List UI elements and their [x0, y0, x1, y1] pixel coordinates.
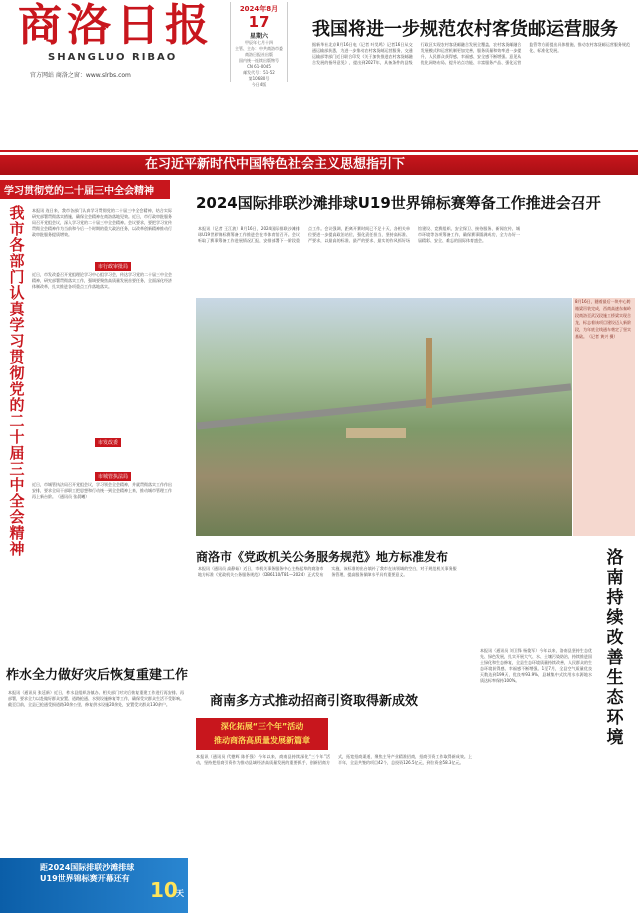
- countdown-text: 距2024国际排联沙滩排球U19世界锦标赛开幕还有: [40, 863, 135, 883]
- main-banner: 在习近平新时代中国特色社会主义思想指引下: [0, 155, 638, 175]
- left-body-2: 近日，市发改委召开党组理论学习中心组学习会，传达学习党的二十届三中全会精神，研究部署贯彻落实工作，强调要聚焦高质量发展首要任务，全面深化经济体制改革，扎实推进各项重点工作落地落实。: [32, 272, 172, 289]
- lunar-date: 甲辰年七月十四: [245, 40, 273, 45]
- center-story-headline[interactable]: 2024国际排联沙滩排球U19世界锦标赛筹备工作推进会召开: [196, 194, 601, 212]
- stripe-line-1: 深化拓展“三个年”活动: [220, 722, 304, 731]
- date-box: [230, 2, 288, 87]
- section-title: 学习贯彻党的二十届三中全会精神: [0, 180, 170, 199]
- issue-number: 第10680号: [248, 76, 270, 81]
- zhashui-headline[interactable]: 柞水全力做好灾后恢复重建工作: [6, 668, 189, 683]
- center-story-body: 本报讯（记者 王江波）8月16日，2024国际排联沙滩排球U19世界锦标赛筹备工作推进会在市体育馆召开。会议听取了赛事筹备工作进展情况汇报，安排部署下一阶段重点工作。会议强调，距离开赛时间已不足十天，各相关单位要进一步提高政治站位，强化责任担当，坚持高标准、严要求，以最高的标准、最严的要求、最实的作风抓好场馆建设、竞赛组织、安全保卫、接待服务、新闻宣传、城市环境等各项筹备工作，确保赛事圆满成功，全力办好一届精彩、安全、难忘的国际体育盛会。: [198, 226, 520, 243]
- countdown-banner: [0, 858, 188, 913]
- vertical-headline-left[interactable]: 我市各部门认真学习贯彻党的二十届三中全会精神: [9, 204, 25, 558]
- shangnan-body: 本报讯（通讯员 代德辉 陈仟强）今年以来，商南县持续深化“三个年”活动，坚持把招商引资作为推动县域经济高质量发展的重要抓手，创新招商方式，拓宽招商渠道，聚焦主导产业精准招商，招商引资工作取得新成效。上半年，全县共签约项目42个，总投资126.5亿元，到位资金58.3亿元。: [196, 754, 472, 765]
- tag-urban-management: 市城管执法局: [95, 472, 131, 481]
- masthead-logo: 商洛日报: [18, 0, 214, 51]
- tag-development-commission: 市发改委: [95, 438, 121, 447]
- publisher-line: 主管、主办：中共商洛市委: [235, 46, 283, 51]
- postal-code: 邮发代号：51-52: [243, 70, 275, 75]
- crane: [426, 338, 432, 408]
- pier-area: [346, 428, 406, 438]
- masthead-pinyin: SHANGLUO RIBAO: [48, 52, 178, 63]
- left-body-3: 近日，市城管执法局召开党组会议，学习领会全会精神，并就贯彻落实工作作出安排，要求全局干部职工把思想和行动统一到全会精神上来，推动城市管理工作再上新台阶。（通讯员 张晨曦）: [32, 482, 172, 499]
- issn-line: 商洛日报社出版: [245, 52, 273, 57]
- cn-label: 国内统一连续出版物号: [239, 58, 279, 63]
- countdown-unit: 天: [176, 889, 184, 898]
- standard-body: 本报讯（通讯员 高静茹）近日，市机关事务服务中心主持起草的商洛市地方标准《党政机关公务服务规范》（DB6110/T81—2024）正式发布实施，该标准的出台填补了我市在该领域的空白，对于规范机关事务服务管理，提高服务保障水平具有重要意义。: [198, 566, 457, 577]
- weekday: 星期六: [249, 33, 268, 40]
- ecology-body: 本报讯（通讯员 刘卫锋 杨俊军）今年以来，洛南县坚持生态优先、绿色发展，扎实开展大气、水、土壤污染防治，持续推进国土绿化和生态修复，全县生态环境质量持续改善，人民群众的生态环境获得感、幸福感不断增强。1至7月，全县空气质量优良天数达到199天，优良率93.9%，县城集中式饮用水水源地水质达标率保持100%。: [480, 648, 592, 683]
- page-count: 今日4版: [251, 82, 267, 87]
- date-year-month: 2024年8月: [239, 5, 279, 13]
- cn-number: CN 61-0045: [247, 64, 271, 69]
- top-story-body: 据新华社北京8月16日电（记者 叶昊鸣）记者16日从交通运输部获悉，为进一步推动农村客货邮运营服务，交通运输部等部门近日联合印发《关于加快推进农村客货邮融合发展的指导意见》，提出到2027年，具备条件的县级行政区实现农村客货邮融合发展全覆盖，农村客货邮融合发展模式和运营机制更加完善，服务质量和效率进一步提升，人民群众获得感、幸福感、安全感不断增强。意见从优化网络布局、提升站点功能、丰富服务产品、强化运营监管等方面提出具体措施，推动农村客货邮运营服务规范化、标准化发展。: [312, 42, 630, 65]
- vertical-headline-right[interactable]: 洛南持续改善生态环境: [606, 548, 624, 748]
- countdown-days: 10: [150, 878, 178, 902]
- top-story-headline[interactable]: 我国将进一步规范农村客货邮运营服务: [312, 19, 618, 40]
- photo-caption: 8月16日，随着最后一块中心跨箱梁吊装完成，西商高速东秦岭段商洛至武汉段施工桥梁实现合龙，标志着该项目建设迈入新阶段，为年底全线通车奠定了坚实基础。（记者 黄兴 摄）: [573, 298, 635, 536]
- tag-approval-bureau: 市行政审批局: [95, 262, 131, 271]
- campaign-stripe: [196, 718, 328, 750]
- standard-headline[interactable]: 商洛市《党政机关公务服务规范》地方标准发布: [196, 550, 449, 564]
- masthead-rule: [0, 150, 638, 152]
- date-day: 17: [248, 13, 270, 31]
- bridge-deck: [197, 383, 572, 429]
- stripe-line-2: 推动商洛高质量发展新篇章: [214, 736, 310, 745]
- bridge-photo: [196, 298, 572, 536]
- website-label[interactable]: 官方网站 商洛之窗：www.slrbs.com: [30, 72, 131, 79]
- left-body-1: 本报讯 连日来，我市各部门认真学习贯彻党的二十届三中全会精神，结合实际研究部署贯彻落实措施，确保全会精神在商洛落地见效。近日，市行政审批服务局召开党组会议，深入学习党的二十届三中全会精神。会议要求，要把学习宣传贯彻全会精神作为当前和今后一个时期的重大政治任务，以改革创新精神推动行政审批服务提质增效。: [32, 208, 172, 237]
- shangnan-headline[interactable]: 商南多方式推动招商引资取得新成效: [210, 694, 419, 709]
- zhashui-body: 本报讯（通讯员 张廷新）近日，柞水县组织各镇办、相关部门对灾后恢复重建工作进行再安排、再部署，要求全力以赴做好群众安置、道路抢通、水毁设施修复等工作，确保受灾群众生活不受影响。截至目前，全县已抢通受损道路30余公里，修复供水设施20余处，安置受灾群众130余户。: [8, 690, 184, 707]
